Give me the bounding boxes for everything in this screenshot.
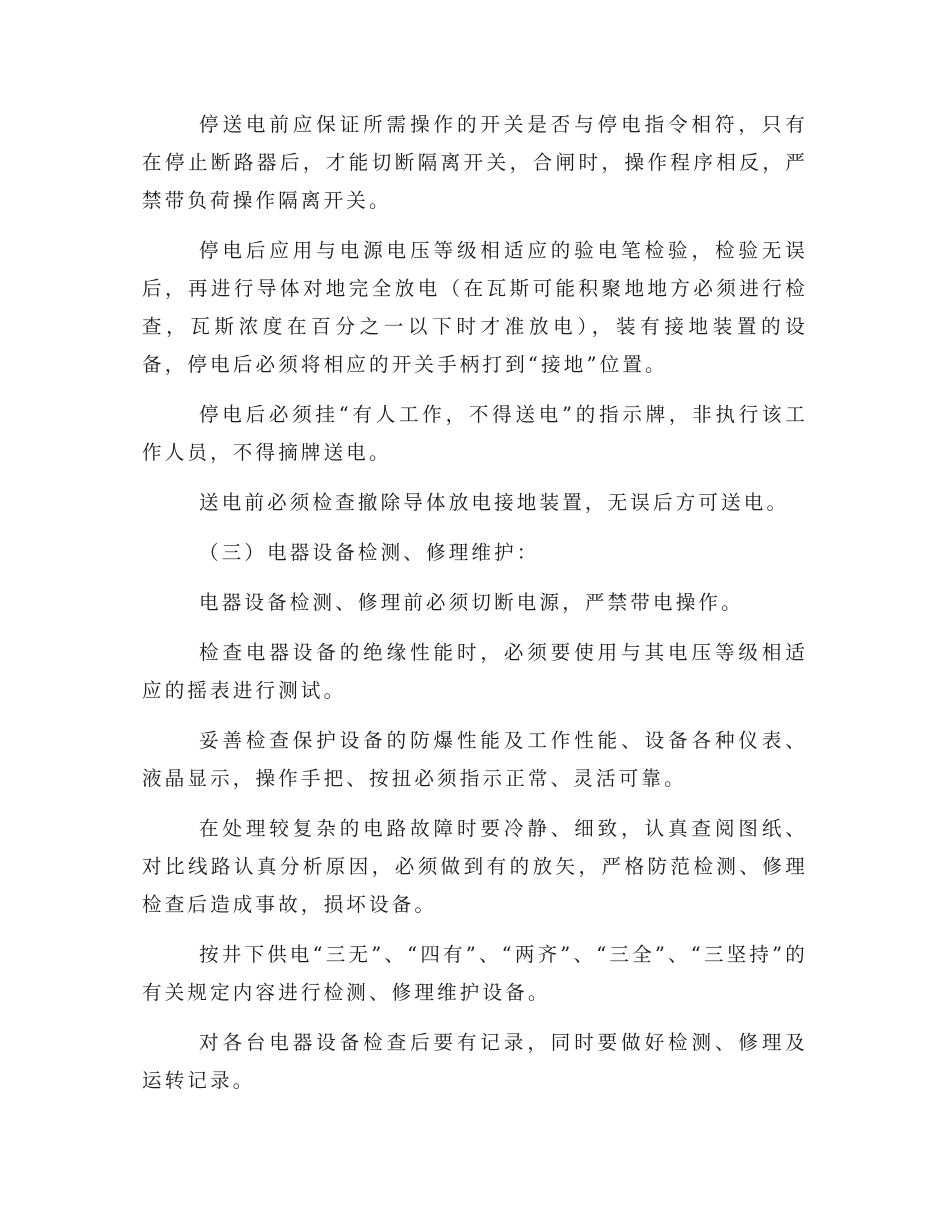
paragraph-warning-sign: 停电后必须挂“有人工作，不得送电”的指示牌，非执行该工作人员，不得摘牌送电。 — [142, 403, 808, 464]
paragraph-records: 对各台电器设备检查后要有记录，同时要做好检测、修理及运转记录。 — [142, 1031, 808, 1092]
paragraph-insulation-test: 检查电器设备的绝缘性能时，必须要使用与其电压等级相适应的摇表进行测试。 — [142, 641, 808, 702]
paragraph-fault-handling: 在处理较复杂的电路故障时要冷静、细致，认真查阅图纸、对比线路认真分析原因，必须做到有的放矢，严格防范检测、修理检查后造成事故，损坏设备。 — [142, 817, 808, 916]
section-heading-inspection-repair: （三）电器设备检测、修理维护： — [199, 541, 540, 564]
paragraph-cut-power-before-repair: 电器设备检测、修理前必须切断电源，严禁带电操作。 — [199, 591, 744, 614]
paragraph-supply-rules: 按井下供电“三无”、“四有”、“两齐”、“三全”、“三坚持”的有关规定内容进行检测、修理维护设备。 — [142, 943, 808, 1004]
paragraph-protection-check: 妥善检查保护设备的防爆性能及工作性能、设备各种仪表、液晶显示，操作手把、按扭必须指示正常、灵活可靠。 — [142, 729, 808, 790]
document-body — [142, 106, 808, 1112]
paragraph-voltage-test-discharge: 停电后应用与电源电压等级相适应的验电笔检验，检验无误后，再进行导体对地完全放电（在瓦斯可能积聚地地方必须进行检查，瓦斯浓度在百分之一以下时才准放电），装有接地装置的设备，停电后必须将相应的开关手柄打到“接地”位置。 — [142, 239, 808, 376]
paragraph-power-switch-procedure: 停送电前应保证所需操作的开关是否与停电指令相符，只有在停止断路器后，才能切断隔离开关，合闸时，操作程序相反，严禁带负荷操作隔离开关。 — [142, 113, 808, 212]
paragraph-remove-grounding: 送电前必须检查撤除导体放电接地装置，无误后方可送电。 — [199, 491, 790, 514]
